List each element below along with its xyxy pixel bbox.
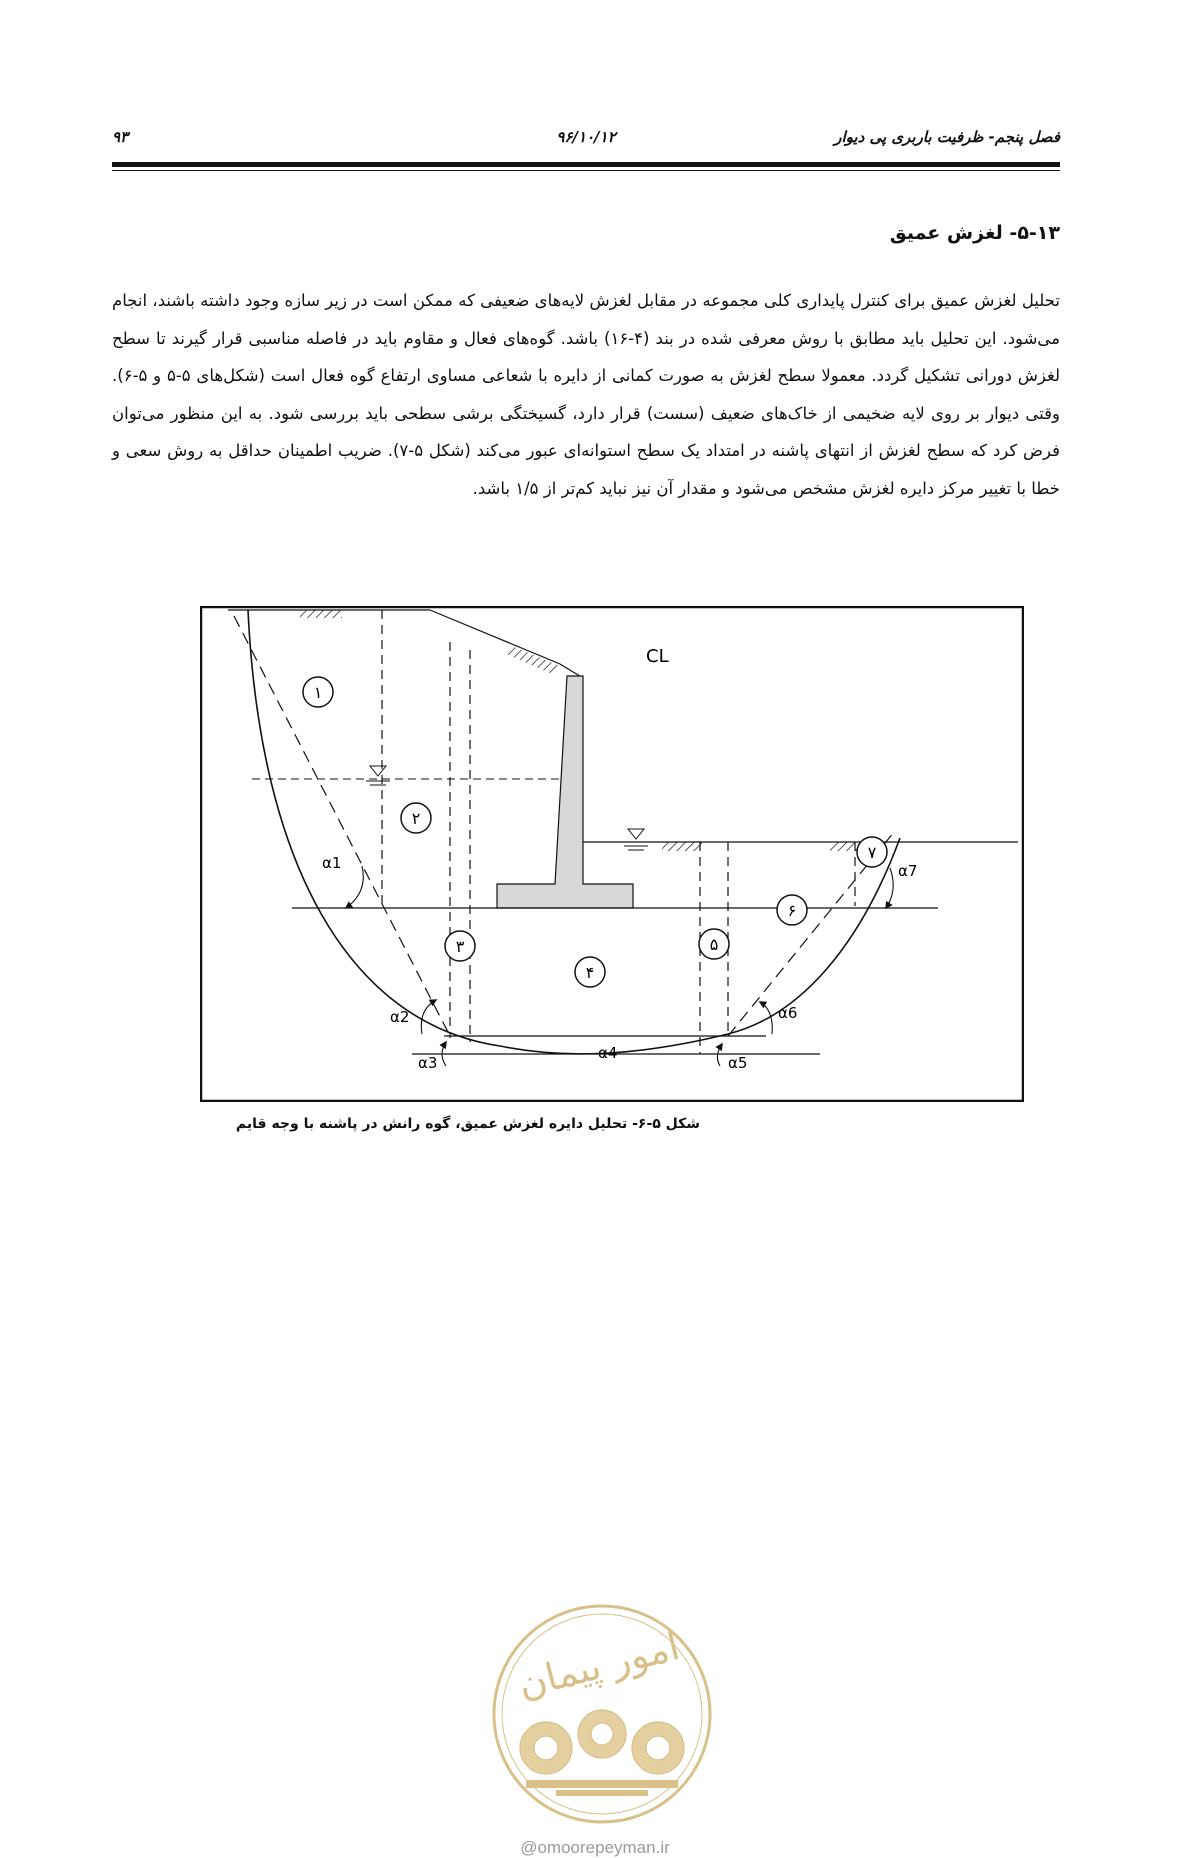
wedge-number-3 [445,931,475,961]
svg-text:۳: ۳ [455,937,465,956]
header-date: ۹۶/۱۰/۱۲ [556,128,616,146]
svg-text:۱: ۱ [313,683,323,702]
slice-boundaries [382,610,855,1054]
watermark-logo [486,1598,718,1830]
ground-hatch [662,842,702,851]
retaining-wall [497,676,633,908]
chapter-title: فصل پنجم- ظرفیت باربری پی دیوار [834,128,1060,146]
deep-slip-figure [200,606,1024,1102]
angle-label-3: α3 [418,1054,438,1072]
angle-label-7: α7 [898,862,918,880]
wedge-number-1 [303,677,333,707]
angle-label-2: α2 [390,1008,410,1026]
section-paragraph: تحلیل لغزش عمیق برای کنترل پایداری کلی مجموعه در مقابل لغزش لایه‌های ضعیفی که ممکن است در زیر سازه وجود داشته باشند، انجام می‌شود. این تحلیل باید مطابق با روش معرفی شده در بند (۴-۱۶) باشد. گوه‌های فعال و مقاوم باید در فاصله مناسبی قرار گیرند تا سطح لغزش دورانی تشکیل گردد. معمولا سطح لغزش به صورت کمانی از دایره با شعاعی مساوی ارتفاع گوه فعال است (شکل‌های ۵-۵ و ۵-۶). وقتی دیوار بر روی لایه ضخیمی از خاک‌های ضعیف (سست) قرار دارد، گسیختگی برشی سطحی باید بررسی شود. به این منظور می‌توان فرض کرد که سطح لغزش از انتهای پاشنه در امتداد یک سطح استوانه‌ای عبور می‌کند (شکل ۵-۷). ضریب اطمینان حداقل به روش سعی و خطا با تغییر مرکز دایره لغزش مشخص می‌شود و مقدار آن نیز نباید کم‌تر از ۱/۵ باشد. [112,291,1060,498]
reference-lines [292,908,938,1054]
page-header [112,128,1060,158]
header-rule-thin [112,170,1060,171]
wedge-number-4 [575,957,605,987]
svg-text:۷: ۷ [867,843,877,862]
svg-text:۶: ۶ [787,901,797,920]
ground-hatch [300,610,342,618]
svg-text:امور پیمان: امور پیمان [513,1624,684,1707]
water-table-left [252,766,582,785]
angle-label-4: α4 [598,1044,618,1062]
header-rule-thick [112,162,1060,167]
page-number: ۹۳ [112,128,129,146]
svg-text:۴: ۴ [585,963,595,982]
centerline-symbol [646,646,669,667]
svg-text:۲: ۲ [411,809,421,828]
water-table-right [624,829,648,850]
angle-label-1: α1 [322,854,342,872]
angle-label-5: α5 [728,1054,748,1072]
wedge-number-7 [857,837,887,867]
angle-label-6: α6 [778,1004,798,1022]
watermark-site: @omoorepeyman.ir [520,1838,670,1857]
svg-text:۵: ۵ [709,935,719,954]
wedge-number-5 [699,929,729,959]
wedge-number-2 [401,803,431,833]
section-title: ۵-۱۳- لغزش عمیق [889,222,1060,244]
figure-caption: شکل ۵-۶- تحلیل دایره لغزش عمیق، گوه رانش در پاشنه با وجه قایم [235,1116,701,1132]
wedge-number-6 [777,895,807,925]
ground-surface [228,610,1018,842]
svg-text:CL: CL [646,646,669,667]
